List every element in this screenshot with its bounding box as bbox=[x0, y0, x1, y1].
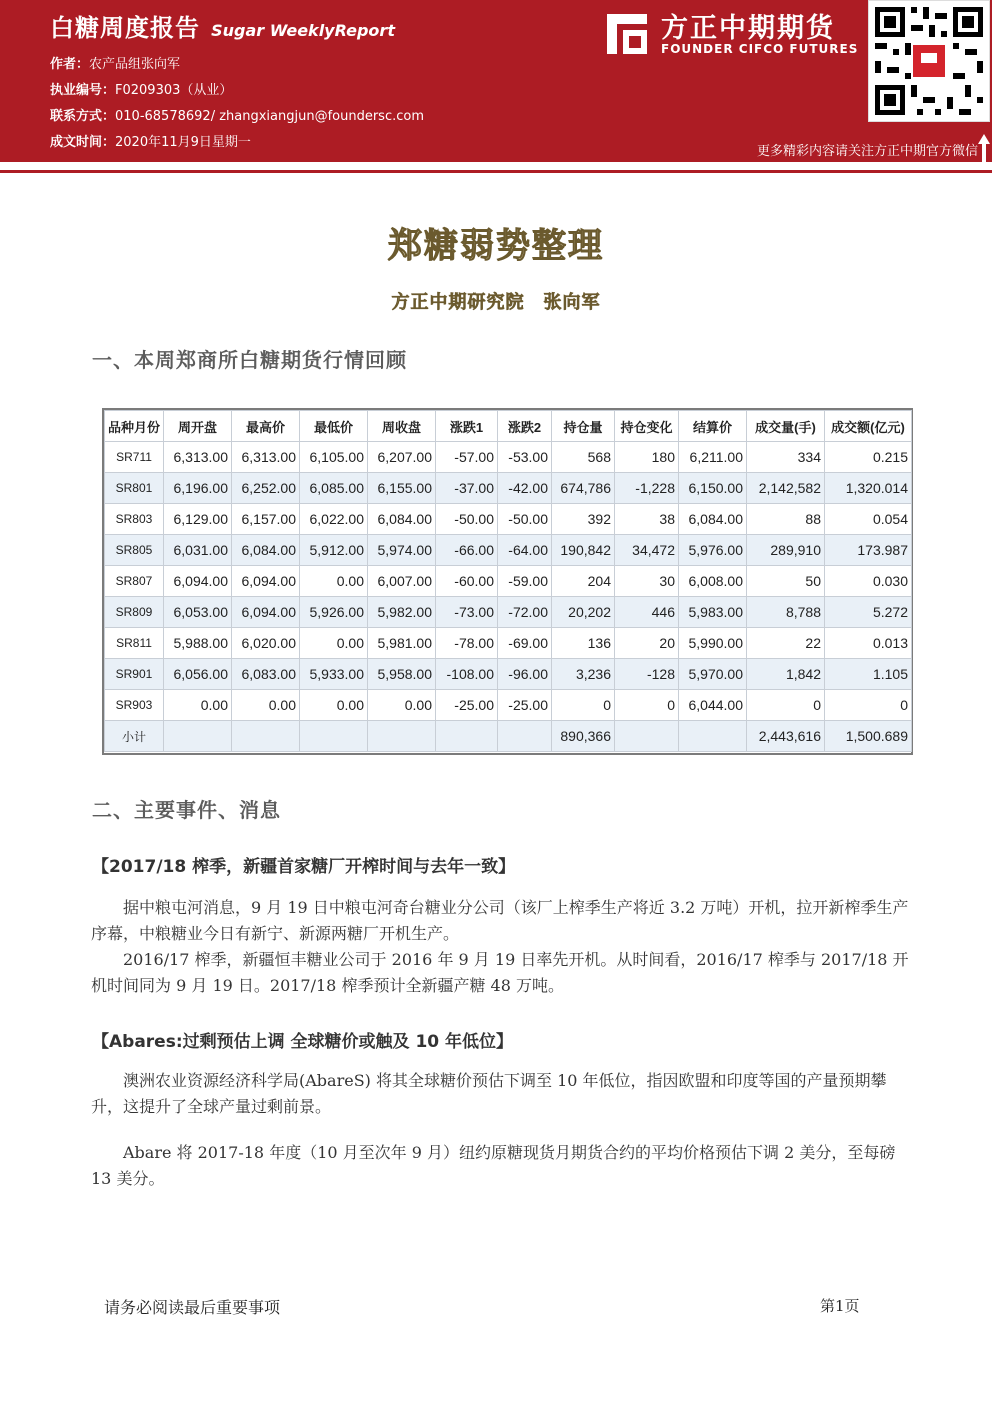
table-cell bbox=[232, 721, 300, 752]
table-cell: -25.00 bbox=[436, 690, 498, 721]
table-cell: -78.00 bbox=[436, 628, 498, 659]
table-cell: -37.00 bbox=[436, 473, 498, 504]
table-cell bbox=[436, 721, 498, 752]
news-2-paragraph-1: 澳洲农业资源经济科学局(AbareS) 将其全球糖价预估下调至 10 年低位，指因欧盟和印度等国的产量预期攀升，这提升了全球产量过剩前景。 bbox=[91, 1071, 887, 1116]
document-author: 方正中期研究院 张向军 bbox=[391, 292, 601, 313]
table-cell bbox=[498, 721, 552, 752]
market-table-container bbox=[102, 408, 913, 755]
table-cell: 6,094.00 bbox=[232, 566, 300, 597]
logo-text-en: FOUNDER CIFCO FUTURES bbox=[661, 42, 859, 56]
table-cell-contract: SR901 bbox=[105, 659, 164, 690]
table-cell: 5,912.00 bbox=[300, 535, 368, 566]
table-cell: 5,974.00 bbox=[368, 535, 436, 566]
table-cell: 6,129.00 bbox=[164, 504, 232, 535]
table-cell: -66.00 bbox=[436, 535, 498, 566]
column-header: 成交量(手) bbox=[747, 411, 825, 442]
table-cell: -1,228 bbox=[615, 473, 679, 504]
license-line bbox=[50, 78, 424, 104]
logo-mark-icon bbox=[603, 10, 651, 58]
table-cell: 0 bbox=[615, 690, 679, 721]
table-cell: 6,094.00 bbox=[232, 597, 300, 628]
table-cell: 22 bbox=[747, 628, 825, 659]
table-cell: 5,981.00 bbox=[368, 628, 436, 659]
contact-label: 联系方式： bbox=[50, 109, 116, 124]
table-cell: 6,007.00 bbox=[368, 566, 436, 597]
table-row bbox=[105, 659, 912, 690]
table-cell: -128 bbox=[615, 659, 679, 690]
table-cell bbox=[300, 721, 368, 752]
report-title bbox=[50, 8, 395, 43]
table-cell: 6,084.00 bbox=[368, 504, 436, 535]
table-cell: 6,150.00 bbox=[679, 473, 747, 504]
table-cell: 6,083.00 bbox=[232, 659, 300, 690]
arrow-up-icon bbox=[978, 134, 990, 162]
table-cell: 0.013 bbox=[825, 628, 912, 659]
table-cell bbox=[368, 721, 436, 752]
table-cell: 6,211.00 bbox=[679, 442, 747, 473]
table-row bbox=[105, 597, 912, 628]
page-number: 第1页 bbox=[820, 1297, 860, 1315]
table-cell: 0.00 bbox=[300, 566, 368, 597]
column-header: 持仓变化 bbox=[615, 411, 679, 442]
table-cell: 6,056.00 bbox=[164, 659, 232, 690]
table-cell: 5,970.00 bbox=[679, 659, 747, 690]
table-cell: 5,926.00 bbox=[300, 597, 368, 628]
table-cell: -50.00 bbox=[498, 504, 552, 535]
table-cell: 5,933.00 bbox=[300, 659, 368, 690]
table-cell: 0 bbox=[825, 690, 912, 721]
author-value: 农产品组张向军 bbox=[89, 57, 181, 72]
column-header: 涨跌2 bbox=[498, 411, 552, 442]
date-label: 成文时间： bbox=[50, 135, 116, 150]
table-cell: 2,443,616 bbox=[747, 721, 825, 752]
column-header: 成交额(亿元) bbox=[825, 411, 912, 442]
table-cell-contract: SR809 bbox=[105, 597, 164, 628]
table-cell: -73.00 bbox=[436, 597, 498, 628]
report-title-cn: 白糖周度报告 bbox=[50, 14, 200, 42]
date-line bbox=[50, 130, 424, 156]
table-cell: 0.030 bbox=[825, 566, 912, 597]
table-cell: 6,094.00 bbox=[164, 566, 232, 597]
report-meta bbox=[50, 52, 424, 156]
table-cell: 6,053.00 bbox=[164, 597, 232, 628]
table-cell: 6,207.00 bbox=[368, 442, 436, 473]
table-cell: 289,910 bbox=[747, 535, 825, 566]
date-value: 2020年11月9日星期一 bbox=[115, 135, 251, 150]
table-cell: 6,252.00 bbox=[232, 473, 300, 504]
table-header-row bbox=[105, 411, 912, 442]
author-line bbox=[50, 52, 424, 78]
news-heading-1: 【2017/18 榨季，新疆首家糖厂开榨时间与去年一致】 bbox=[92, 857, 516, 877]
table-cell: -60.00 bbox=[436, 566, 498, 597]
table-cell: 30 bbox=[615, 566, 679, 597]
table-cell: -64.00 bbox=[498, 535, 552, 566]
table-cell: 6,085.00 bbox=[300, 473, 368, 504]
news-2-paragraph-2: Abare 将 2017-18 年度（10 月至次年 9 月）纽约原糖现货月期货合约的平均价格预估下调 2 美分，至每磅 13 美分。 bbox=[91, 1143, 896, 1188]
table-cell: 5,982.00 bbox=[368, 597, 436, 628]
qr-code-icon bbox=[868, 0, 990, 122]
header-divider bbox=[0, 170, 992, 173]
table-cell: -59.00 bbox=[498, 566, 552, 597]
footer-notice: 请务必阅读最后重要事项 bbox=[104, 1298, 281, 1317]
table-cell: -108.00 bbox=[436, 659, 498, 690]
table-cell: 6,157.00 bbox=[232, 504, 300, 535]
table-row bbox=[105, 535, 912, 566]
table-cell: 88 bbox=[747, 504, 825, 535]
column-header: 结算价 bbox=[679, 411, 747, 442]
table-cell: 6,044.00 bbox=[679, 690, 747, 721]
table-cell: 2,142,582 bbox=[747, 473, 825, 504]
table-cell: 5,990.00 bbox=[679, 628, 747, 659]
table-cell: 1,842 bbox=[747, 659, 825, 690]
table-cell: 5,976.00 bbox=[679, 535, 747, 566]
table-cell: 0 bbox=[747, 690, 825, 721]
table-cell-contract: SR811 bbox=[105, 628, 164, 659]
table-cell: 3,236 bbox=[552, 659, 615, 690]
table-cell: 6,313.00 bbox=[232, 442, 300, 473]
table-cell-contract: 小计 bbox=[105, 721, 164, 752]
table-cell: 6,031.00 bbox=[164, 535, 232, 566]
column-header: 最低价 bbox=[300, 411, 368, 442]
table-row bbox=[105, 442, 912, 473]
table-cell: 34,472 bbox=[615, 535, 679, 566]
table-cell: 1,320.014 bbox=[825, 473, 912, 504]
table-cell: 6,313.00 bbox=[164, 442, 232, 473]
table-cell: 1,500.689 bbox=[825, 721, 912, 752]
table-cell: 6,196.00 bbox=[164, 473, 232, 504]
column-header: 持仓量 bbox=[552, 411, 615, 442]
table-cell: 6,008.00 bbox=[679, 566, 747, 597]
table-cell-contract: SR903 bbox=[105, 690, 164, 721]
table-cell: 0.00 bbox=[300, 628, 368, 659]
table-cell: 890,366 bbox=[552, 721, 615, 752]
license-value: F0209303（从业） bbox=[115, 83, 233, 98]
table-cell: 0.00 bbox=[300, 690, 368, 721]
author-label: 作者： bbox=[50, 57, 90, 72]
table-cell bbox=[679, 721, 747, 752]
table-cell: 0 bbox=[552, 690, 615, 721]
document-title: 郑糖弱势整理 bbox=[388, 226, 604, 266]
table-cell: 5,988.00 bbox=[164, 628, 232, 659]
table-cell: 5.272 bbox=[825, 597, 912, 628]
table-cell: 0.00 bbox=[232, 690, 300, 721]
follow-wechat-text: 更多精彩内容请关注方正中期官方微信 bbox=[756, 144, 978, 159]
table-cell: 6,022.00 bbox=[300, 504, 368, 535]
table-cell-contract: SR807 bbox=[105, 566, 164, 597]
news-heading-2: 【Abares:过剩预估上调 全球糖价或触及 10 年低位】 bbox=[92, 1032, 514, 1052]
table-cell: 8,788 bbox=[747, 597, 825, 628]
table-cell: 0.054 bbox=[825, 504, 912, 535]
table-cell: 20 bbox=[615, 628, 679, 659]
table-cell: 6,084.00 bbox=[679, 504, 747, 535]
table-row bbox=[105, 690, 912, 721]
table-cell: -50.00 bbox=[436, 504, 498, 535]
table-cell: 0.00 bbox=[368, 690, 436, 721]
table-cell-contract: SR801 bbox=[105, 473, 164, 504]
table-row bbox=[105, 566, 912, 597]
table-body bbox=[105, 442, 912, 752]
table-cell-contract: SR805 bbox=[105, 535, 164, 566]
table-cell: 6,020.00 bbox=[232, 628, 300, 659]
table-cell: -53.00 bbox=[498, 442, 552, 473]
contact-line bbox=[50, 104, 424, 130]
contact-value[interactable]: 010-68578692/ zhangxiangjun@foundersc.com bbox=[115, 109, 424, 124]
column-header: 涨跌1 bbox=[436, 411, 498, 442]
table-cell: -42.00 bbox=[498, 473, 552, 504]
table-cell: -96.00 bbox=[498, 659, 552, 690]
news-1-paragraph-1: 据中粮屯河消息，9 月 19 日中粮屯河奇台糖业分公司（该厂上榨季生产将近 3.2 万吨）开机，拉开新榨季生产序幕，中粮糖业今日有新宁、新源两糖厂开机生产。 bbox=[91, 898, 909, 943]
table-cell: 0.00 bbox=[164, 690, 232, 721]
table-cell: 0.215 bbox=[825, 442, 912, 473]
table-cell: 204 bbox=[552, 566, 615, 597]
report-header bbox=[0, 0, 992, 162]
table-cell: 6,155.00 bbox=[368, 473, 436, 504]
table-cell: 674,786 bbox=[552, 473, 615, 504]
table-cell bbox=[164, 721, 232, 752]
table-cell: -57.00 bbox=[436, 442, 498, 473]
report-title-en: Sugar WeeklyReport bbox=[211, 21, 395, 40]
table-cell: 50 bbox=[747, 566, 825, 597]
table-cell: 20,202 bbox=[552, 597, 615, 628]
table-cell: 392 bbox=[552, 504, 615, 535]
table-cell: 190,842 bbox=[552, 535, 615, 566]
column-header: 周开盘 bbox=[164, 411, 232, 442]
table-cell: -72.00 bbox=[498, 597, 552, 628]
section-heading-news: 二、主要事件、消息 bbox=[92, 798, 281, 822]
market-table bbox=[104, 410, 912, 752]
column-header: 周收盘 bbox=[368, 411, 436, 442]
table-row bbox=[105, 628, 912, 659]
company-logo bbox=[603, 6, 863, 62]
table-cell: 5,983.00 bbox=[679, 597, 747, 628]
table-cell: 38 bbox=[615, 504, 679, 535]
table-cell bbox=[615, 721, 679, 752]
table-cell: 180 bbox=[615, 442, 679, 473]
table-cell: 6,105.00 bbox=[300, 442, 368, 473]
logo-text-cn: 方正中期期货 bbox=[661, 13, 835, 44]
column-header: 最高价 bbox=[232, 411, 300, 442]
table-row bbox=[105, 473, 912, 504]
news-1-paragraph-2: 2016/17 榨季，新疆恒丰糖业公司于 2016 年 9 月 19 日率先开机。从时间看，2016/17 榨季与 2017/18 开机时间同为 9 月 19 日。2017/18 榨季预计全新疆产糖 48 万吨。 bbox=[91, 950, 909, 995]
table-cell: 136 bbox=[552, 628, 615, 659]
table-cell: 1.105 bbox=[825, 659, 912, 690]
table-cell: -69.00 bbox=[498, 628, 552, 659]
table-cell: 446 bbox=[615, 597, 679, 628]
section-heading-market-review: 一、本周郑商所白糖期货行情回顾 bbox=[92, 348, 407, 372]
table-cell: 334 bbox=[747, 442, 825, 473]
table-cell: 6,084.00 bbox=[232, 535, 300, 566]
column-header: 品种月份 bbox=[105, 411, 164, 442]
table-cell: 173.987 bbox=[825, 535, 912, 566]
table-cell: -25.00 bbox=[498, 690, 552, 721]
table-row bbox=[105, 504, 912, 535]
license-label: 执业编号： bbox=[50, 83, 116, 98]
table-cell: 5,958.00 bbox=[368, 659, 436, 690]
table-cell: 568 bbox=[552, 442, 615, 473]
table-cell-contract: SR803 bbox=[105, 504, 164, 535]
table-cell-contract: SR711 bbox=[105, 442, 164, 473]
table-row bbox=[105, 721, 912, 752]
